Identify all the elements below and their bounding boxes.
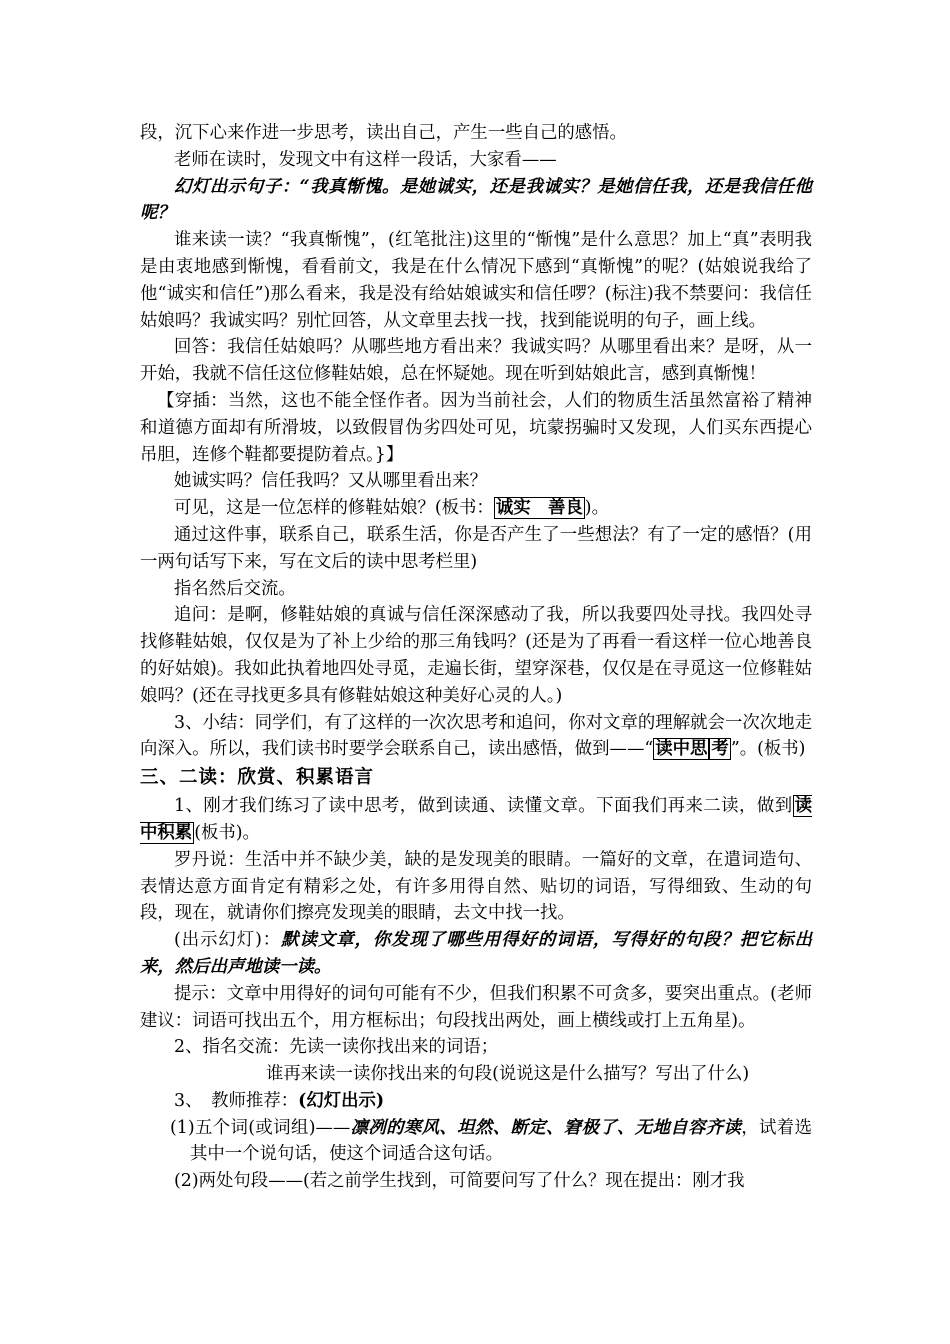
paragraph: 谁来读一读？“我真惭愧”，(红笔批注)这里的“惭愧”是什么意思？加上“真”表明我是由衷地感到惭愧，看看前文，我是在什么情况下感到“真惭愧”的呢？(姑娘说我给了他“诚实和信任”)那么看来，我是没有给姑娘诚实和信任啰？(标注)我不禁要问：我信任姑娘吗？我诚实吗？别忙回答，从文章里去找一找，找到能说明的句子，画上线。 [140,230,812,331]
text: (板书)。 [194,822,260,843]
slide-label: (幻灯出示) [298,1090,385,1111]
slide-sentence: 幻灯出示句子：“我真惭愧。是她诚实，还是我诚实？是她信任我，还是我信任他呢？ [140,176,812,224]
paragraph: 通过这件事，联系自己，联系生活，你是否产生了一些想法？有了一定的感悟？(用一两句话写下来，写在文后的读中思考栏里) [140,524,812,572]
document-page [140,120,812,1195]
section-heading: 三、二读：欣赏、积累语言 [140,767,375,789]
recommended-words: 凛冽的寒风、坦然、断定、窘极了、无地自容齐读 [350,1117,742,1138]
text: 1、刚才我们练习了读中思考，做到读通、读懂文章。下面我们再来二读，做到 [174,796,793,817]
paragraph [140,793,812,847]
paragraph: 提示：文章中用得好的词句可能有不少，但我们积累不可贪多，要突出重点。(老师建议：词语可找出五个，用方框标出；句段找出两处，画上横线或打上五角星)。 [140,983,812,1031]
paragraph [140,710,812,764]
paragraph: 指名然后交流。 [174,578,296,599]
list-item: (2)两处句段——(若之前学生找到，可简要问写了什么？现在提出：刚才我 [174,1171,745,1192]
insert-note: 【穿插：当然，这也不能全怪作者。因为当前社会，人们的物质生活虽然富裕了精神和道德方面却有所滑坡，以致假冒伪劣四处可见，坑蒙拐骗时又发现，人们买东西提心吊胆，连修个鞋都要提防着点。}】 [140,390,812,465]
paragraph: 追问：是啊，修鞋姑娘的真诚与信任深深感动了我，所以我要四处寻找。我四处寻找修鞋姑娘，仅仅是为了补上少给的那三角钱吗？(还是为了再看一看这样一位心地善良的好姑娘)。我如此执着地四处寻觅，走遍长街，望穿深巷，仅仅是在寻觅这一位修鞋姑娘吗？(还在寻找更多具有修鞋姑娘这种美好心灵的人。) [140,605,812,706]
paragraph: 罗丹说：生活中并不缺少美，缺的是发现美的眼睛。一篇好的文章，在遣词造句、表情达意方面肯定有精彩之处，有许多用得自然、贴切的词语，写得细致、生动的句段，现在，就请你们擦亮发现美的眼睛，去文中找一找。 [140,849,812,924]
text: ，试着选其中一个说句话，使这个词适合这句话。 [190,1117,812,1165]
paragraph: 老师在读时，发现文中有这样一段话，大家看—— [174,149,557,170]
paragraph [140,1088,812,1115]
text: 3、 教师推荐： [174,1090,299,1111]
list-item [140,1115,812,1169]
paragraph [140,927,812,981]
board-note-box: 读中积累 [140,796,812,843]
board-note-box: 考 [711,739,729,760]
paragraph: 段，沉下心来作进一步思考，读出自己，产生一些自己的感悟。 [140,123,627,143]
paragraph: 谁再来读一读你找出来的句段(说说这是什么描写？写出了什么) [266,1064,750,1085]
paragraph: 她诚实吗？信任我吗？又从哪里看出来？ [174,471,488,492]
text: )。 [584,498,609,519]
paragraph: 2、指名交流：先读一读你找出来的词语； [174,1037,499,1058]
board-note-box: 读中思 [655,739,708,760]
paragraph: 回答：我信任姑娘吗？从哪些地方看出来？我诚实吗？从哪里看出来？是呀，从一开始，我就不信任这位修鞋姑娘，总在怀疑她。现在听到姑娘此言，感到真惭愧！ [140,337,812,385]
text: (出示幻灯)： [174,930,282,951]
paragraph [140,495,812,522]
text: 3、小结：同学们，有了这样的一次次思考和追问，你对文章的理解就会一次次地走向深入。所以，我们读书时要学会联系自己，读出感悟，做到——“ [140,712,812,760]
text: 可见，这是一位怎样的修鞋姑娘？(板书： [174,498,494,519]
text: (1)五个词(或词组)—— [170,1117,351,1138]
slide-prompt: 默读文章，你发现了哪些用得好的词语，写得好的句段？把它标出来，然后出声地读一读。 [140,930,812,977]
text: ”。(板书) [730,739,806,760]
board-note-box: 诚实 善良 [495,498,583,519]
